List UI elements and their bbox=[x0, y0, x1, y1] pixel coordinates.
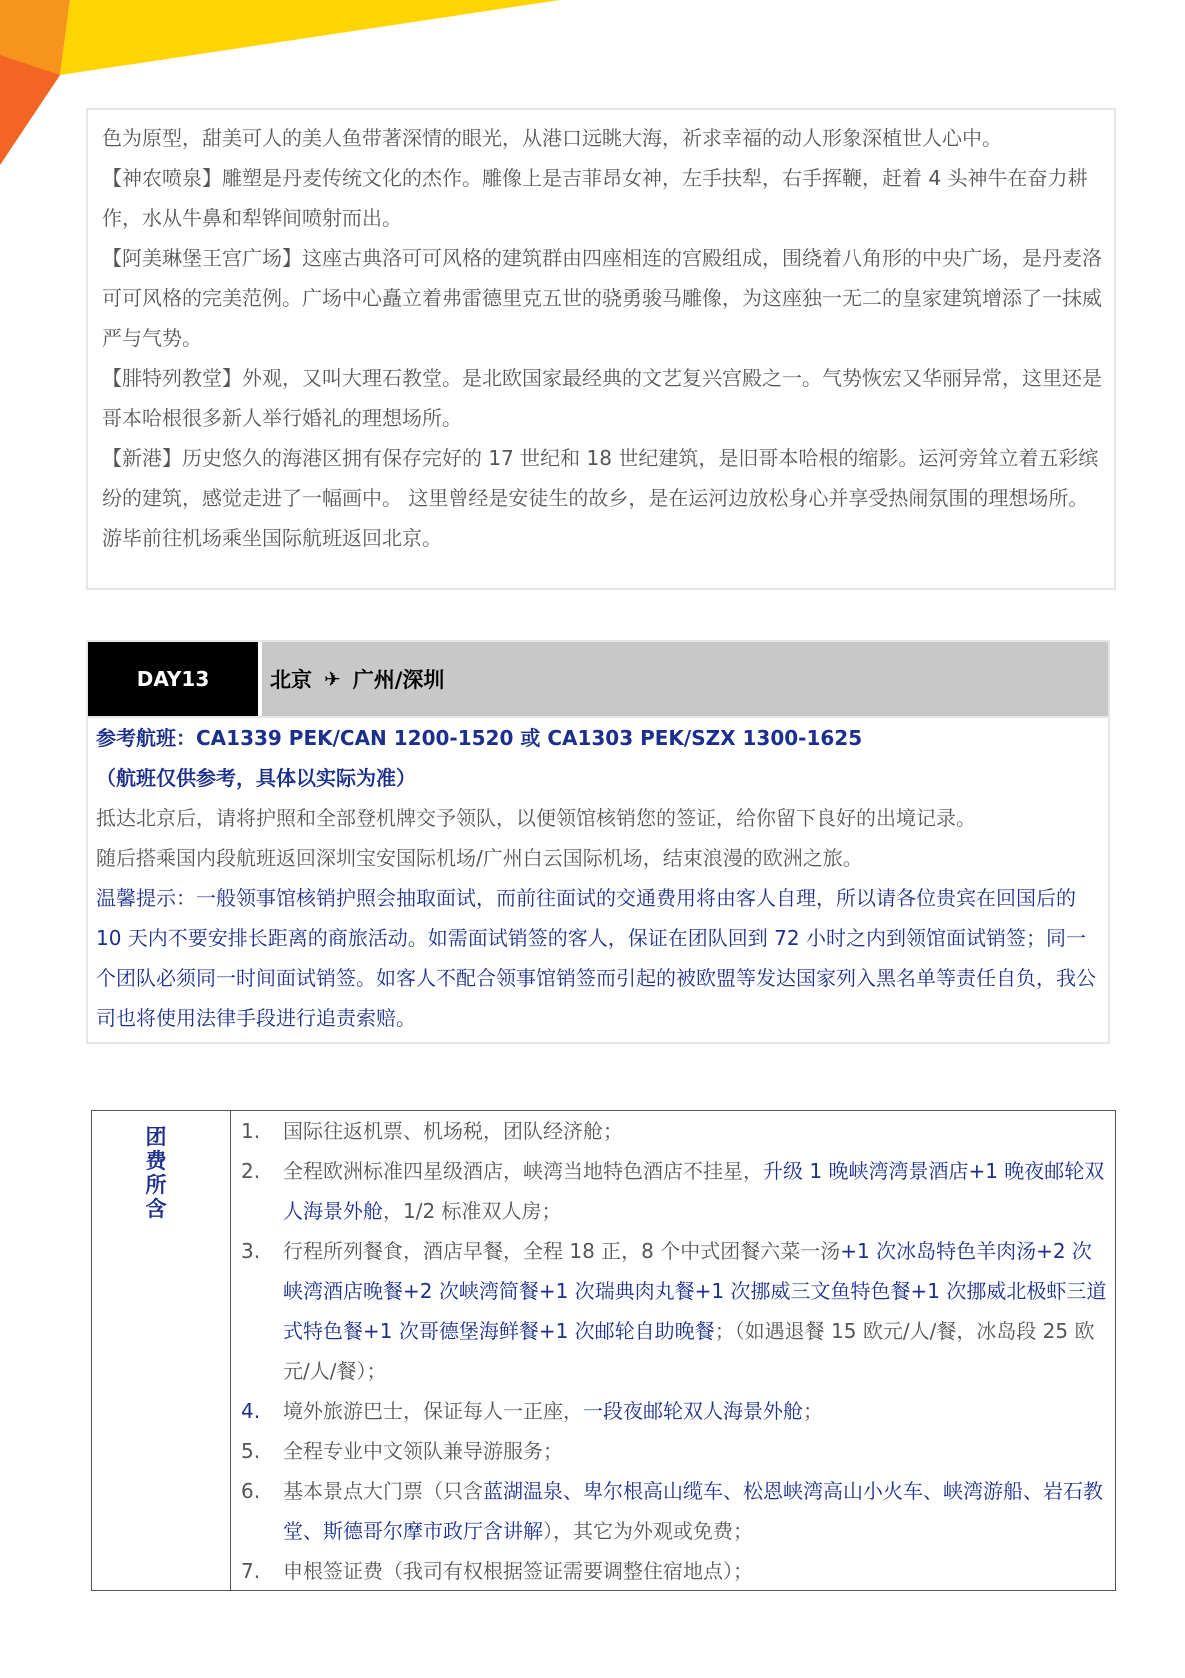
warm-tips: 温馨提示：一般领事馆核销护照会抽取面试，而前往面试的交通费用将由客人自理，所以请各位贵宾在回国后的 10 天内不要安排长距离的商旅活动。如需面试销签的客人，保证在团队回到 72 小时之内到领馆面试销签；同一个团队必须同一时间面试销签。如客人不配合领事馆销签而引起的被欧盟等发达国家列入黑名单等责任自负，我公司也将使用法律手段进行追责索赔。 bbox=[96, 886, 1096, 1030]
fee-item-text: 国际往返机票、机场税，团队经济舱； bbox=[283, 1119, 623, 1143]
fee-item-text: 境外旅游巴士，保证每人一正座， bbox=[283, 1399, 583, 1423]
fee-item bbox=[231, 1431, 1115, 1471]
fee-item-text: ），其它为外观或免费； bbox=[543, 1519, 753, 1543]
fee-item-highlight: 升级 1 晚峡湾湾景酒店+1 晚夜邮轮双人海景外舱 bbox=[283, 1159, 1105, 1223]
paragraph: 色为原型，甜美可人的美人鱼带著深情的眼光，从港口远眺大海，祈求幸福的动人形象深植世人心中。 bbox=[102, 126, 1002, 150]
fee-item-text: 行程所列餐食，酒店早餐，全程 18 正，8 个中式团餐六菜一汤 bbox=[283, 1239, 841, 1263]
fee-item-number: 6. bbox=[241, 1479, 261, 1503]
itinerary-text-box bbox=[86, 108, 1116, 590]
paragraph: 【阿美琳堡王宫广场】这座古典洛可可风格的建筑群由四座相连的宫殿组成，围绕着八角形的中央广场，是丹麦洛可可风格的完美范例。广场中心矗立着弗雷德里克五世的骁勇骏马雕像，为这座独一无二的皇家建筑增添了一抹威严与气势。 bbox=[102, 246, 1102, 350]
flight-reference: 参考航班：CA1339 PEK/CAN 1200-1520 或 CA1303 PEK/SZX 1300-1625 bbox=[96, 726, 863, 750]
day-line: 随后搭乘国内段航班返回深圳宝安国际机场/广州白云国际机场，结束浪漫的欧洲之旅。 bbox=[96, 846, 863, 870]
flight-note: （航班仅供参考，具体以实际为准） bbox=[96, 766, 416, 790]
paragraph: 【神农喷泉】雕塑是丹麦传统文化的杰作。雕像上是吉菲昂女神，左手扶犁，右手挥鞭，赶着 4 头神牛在奋力耕作，水从牛鼻和犁铧间喷射而出。 bbox=[102, 166, 1088, 230]
plane-icon: ✈ bbox=[324, 667, 341, 691]
fee-item-text: 全程欧洲标准四星级酒店，峡湾当地特色酒店不挂星， bbox=[283, 1159, 763, 1183]
fee-item-number: 3. bbox=[241, 1239, 261, 1263]
paragraph: 游毕前往机场乘坐国际航班返回北京。 bbox=[102, 526, 442, 550]
day-label: DAY13 bbox=[88, 642, 258, 716]
fee-item bbox=[231, 1471, 1115, 1551]
day-line: 抵达北京后，请将护照和全部登机牌交予领队，以便领馆核销您的签证，给你留下良好的出境记录。 bbox=[96, 806, 976, 830]
fee-item-text: 全程专业中文领队兼导游服务； bbox=[283, 1439, 563, 1463]
fee-item-text: ；（如遇退餐 15 欧元/人/餐，冰岛段 25 欧元/人/餐）； bbox=[283, 1319, 1095, 1383]
fees-label-cell bbox=[92, 1111, 231, 1590]
fee-item bbox=[231, 1391, 1115, 1431]
fee-item-text: 基本景点大门票（只含 bbox=[283, 1479, 483, 1503]
paragraph: 【新港】历史悠久的海港区拥有保存完好的 17 世纪和 18 世纪建筑，是旧哥本哈根的缩影。运河旁耸立着五彩缤纷的建筑，感觉走进了一幅画中。 这里曾经是安徒生的故乡，是在运河边放松身心并享受热闹氛围的理想场所。 bbox=[102, 446, 1099, 510]
route-from: 北京 bbox=[270, 668, 312, 692]
route-to: 广州/深圳 bbox=[352, 668, 445, 692]
fee-item-number: 2. bbox=[241, 1159, 261, 1183]
fee-item-highlight: +1 次冰岛特色羊肉汤+2 次峡湾酒店晚餐+2 次峡湾简餐+1 次瑞典肉丸餐+1 次挪威三文鱼特色餐+1 次挪威北极虾三道式特色餐+1 次哥德堡海鲜餐+1 次邮轮自助晚餐 bbox=[283, 1239, 1107, 1343]
day-route bbox=[262, 642, 1108, 716]
fee-item bbox=[231, 1151, 1115, 1231]
fee-item-number: 7. bbox=[241, 1559, 261, 1583]
fee-item-number: 4. bbox=[241, 1399, 261, 1423]
day-header bbox=[86, 640, 1110, 718]
fee-item-number: 1. bbox=[241, 1119, 261, 1143]
fee-item-text: ，1/2 标准双人房； bbox=[383, 1199, 562, 1223]
fee-item-number: 5. bbox=[241, 1439, 261, 1463]
fee-item-text: 申根签证费（我司有权根据签证需要调整住宿地点）； bbox=[283, 1559, 753, 1583]
fee-item-text: ； bbox=[803, 1399, 823, 1423]
fees-label: 团费所含 bbox=[145, 1125, 167, 1221]
paragraph: 【腓特列教堂】外观，又叫大理石教堂。是北欧国家最经典的文艺复兴宫殿之一。气势恢宏又华丽异常，这里还是哥本哈根很多新人举行婚礼的理想场所。 bbox=[102, 366, 1102, 430]
fee-item bbox=[231, 1231, 1115, 1391]
fees-included-table bbox=[91, 1110, 1116, 1591]
fee-item bbox=[231, 1111, 1115, 1151]
fee-item-highlight: 一段夜邮轮双人海景外舱 bbox=[583, 1399, 803, 1423]
fee-item-highlight: 蓝湖温泉、卑尔根高山缆车、松恩峡湾高山小火车、峡湾游船、岩石教堂、斯德哥尔摩市政厅含讲解 bbox=[283, 1479, 1103, 1543]
fee-item bbox=[231, 1551, 1115, 1591]
fees-list bbox=[231, 1111, 1115, 1590]
day-content bbox=[86, 718, 1110, 1044]
